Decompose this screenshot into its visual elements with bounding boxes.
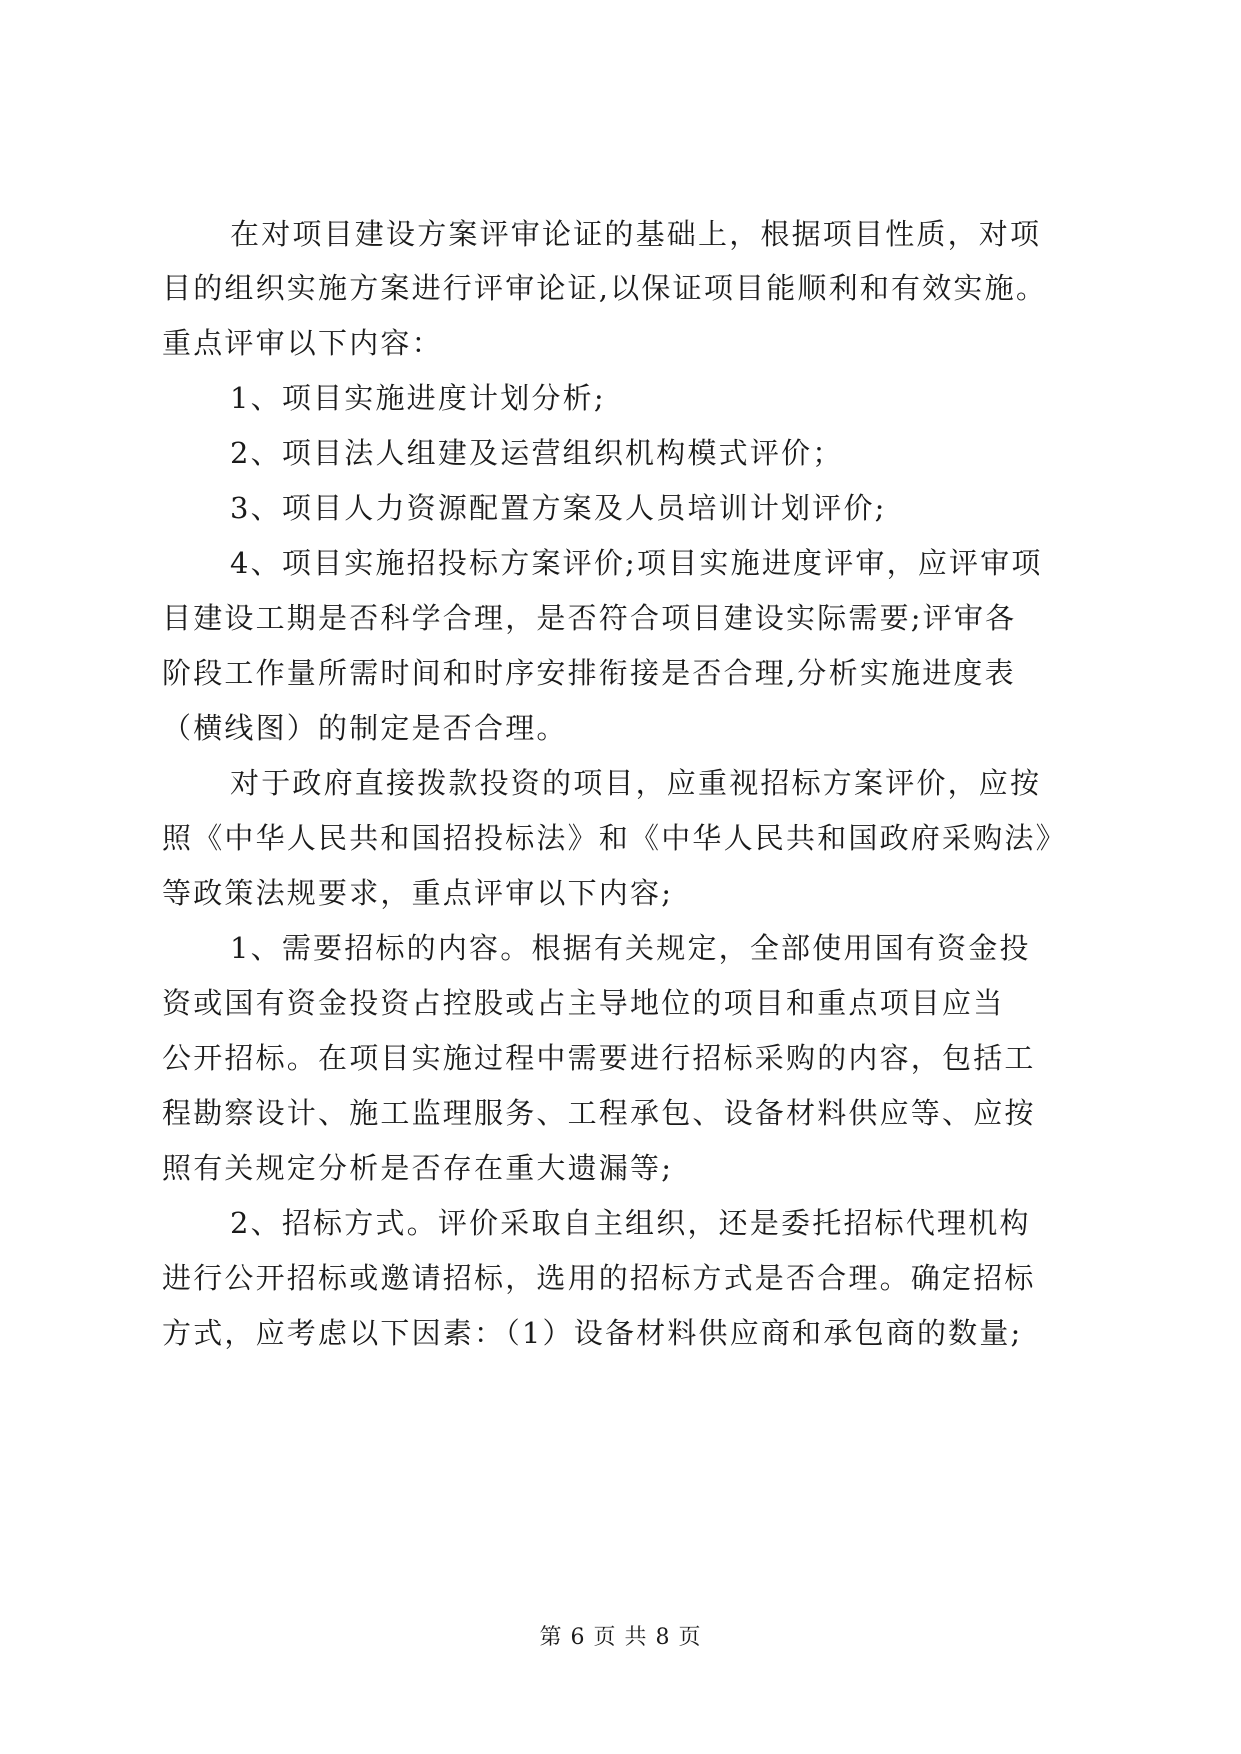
paragraph-line: 目建设工期是否科学合理，是否符合项目建设实际需要;评审各 <box>162 601 1017 635</box>
paragraph-line: 照《中华人民共和国招投标法》和《中华人民共和国政府采购法》 <box>162 821 1067 855</box>
paragraph-line: 程勘察设计、施工监理服务、工程承包、设备材料供应等、应按 <box>162 1096 1036 1130</box>
list-item: 1、项目实施进度计划分析; <box>230 381 606 415</box>
paragraph-line: （横线图）的制定是否合理。 <box>162 711 568 745</box>
list-item: 1、需要招标的内容。根据有关规定，全部使用国有资金投 <box>230 931 1031 965</box>
list-item: 4、项目实施招投标方案评价;项目实施进度评审，应评审项 <box>230 546 1043 580</box>
paragraph-line: 目的组织实施方案进行评审论证,以保证项目能顺利和有效实施。 <box>162 271 1048 305</box>
page-number-footer: 第 6 页 共 8 页 <box>539 1625 702 1650</box>
paragraph-line: 公开招标。在项目实施过程中需要进行招标采购的内容，包括工 <box>162 1041 1036 1075</box>
paragraph-line: 对于政府直接拨款投资的项目，应重视招标方案评价，应按 <box>230 766 1042 800</box>
list-item: 2、项目法人组建及运营组织机构模式评价； <box>230 436 844 470</box>
paragraph-line: 进行公开招标或邀请招标，选用的招标方式是否合理。确定招标 <box>162 1261 1036 1295</box>
paragraph-line: 重点评审以下内容： <box>162 326 443 360</box>
paragraph-line: 等政策法规要求，重点评审以下内容; <box>162 876 674 910</box>
paragraph-line: 阶段工作量所需时间和时序安排衔接是否合理,分析实施进度表 <box>162 656 1016 690</box>
paragraph-line: 资或国有资金投资占控股或占主导地位的项目和重点项目应当 <box>162 986 1005 1020</box>
list-item: 2、招标方式。评价采取自主组织，还是委托招标代理机构 <box>230 1206 1031 1240</box>
paragraph-line: 照有关规定分析是否存在重大遗漏等; <box>162 1151 674 1185</box>
paragraph-line: 方式，应考虑以下因素：（1）设备材料供应商和承包商的数量; <box>162 1316 1023 1350</box>
list-item: 3、项目人力资源配置方案及人员培训计划评价; <box>230 491 887 525</box>
paragraph-line: 在对项目建设方案评审论证的基础上，根据项目性质，对项 <box>230 217 1042 251</box>
